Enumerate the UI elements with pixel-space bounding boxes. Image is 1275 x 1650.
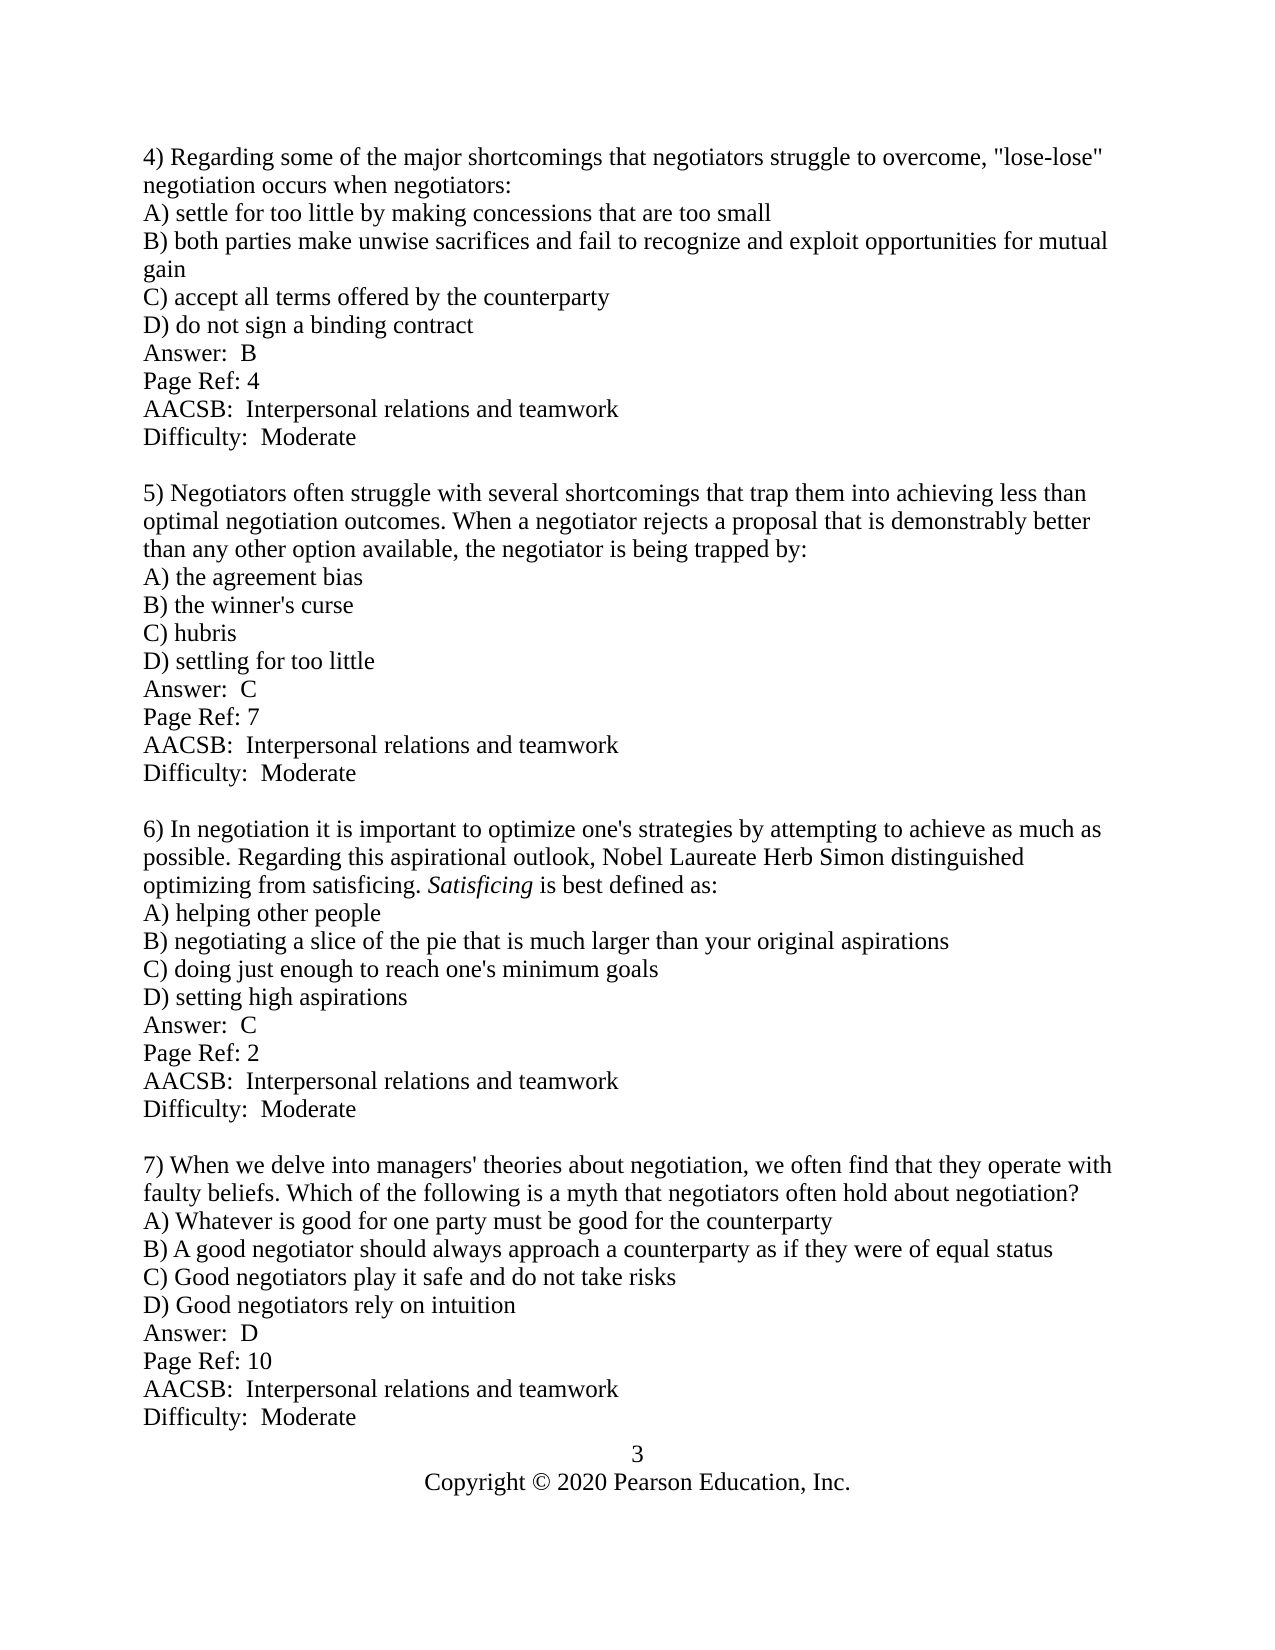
aacsb-line: AACSB: Interpersonal relations and teamwork: [143, 1376, 619, 1403]
choice-option-d: D) do not sign a binding contract: [143, 312, 474, 339]
stem-text: 5) Negotiators often struggle with several shortcomings that trap them into achieving less than optimal negotiation outcomes. When a negotiator rejects a proposal that is demonstrably better than any other option available, the negotiator is being trapped by:: [143, 480, 1097, 563]
choice-option-b: B) both parties make unwise sacrifices and fail to recognize and exploit opportunities for mutual gain: [143, 228, 1115, 283]
page-ref-line: Page Ref: 4: [143, 368, 260, 395]
stem-text: 7) When we delve into managers' theories about negotiation, we often find that they operate with faulty beliefs. Which of the following is a myth that negotiators often hold about negotiation?: [143, 1152, 1119, 1207]
choice-option-c: C) hubris: [143, 620, 237, 647]
question-block-4: [143, 144, 1118, 452]
page-footer: [0, 1441, 1275, 1497]
page-ref-line: Page Ref: 7: [143, 704, 260, 731]
choice-option-c: C) accept all terms offered by the counterparty: [143, 284, 610, 311]
stem-text: 6) In negotiation it is important to optimize one's strategies by attempting to achieve as much as possible. Regarding this aspirational outlook, Nobel Laureate Herb Simon distinguished optimizing from satisficing.: [143, 816, 1108, 899]
choice-option-a: A) helping other people: [143, 900, 382, 927]
question-block-7: [143, 1152, 1118, 1432]
question-block-6: [143, 816, 1118, 1124]
choice-option-a: A) the agreement bias: [143, 564, 364, 591]
choice-option-c: C) doing just enough to reach one's minimum goals: [143, 956, 659, 983]
page-content: [143, 144, 1118, 1460]
choice-option-d: D) settling for too little: [143, 648, 375, 675]
difficulty-line: Difficulty: Moderate: [143, 424, 357, 451]
stem-italic-text: Satisficing: [427, 872, 534, 899]
page-ref-line: Page Ref: 2: [143, 1040, 260, 1067]
answer-line: Answer: C: [143, 676, 257, 703]
question-stem: [143, 816, 1118, 900]
choice-option-b: B) A good negotiator should always approach a counterparty as if they were of equal status: [143, 1236, 1054, 1263]
answer-line: Answer: D: [143, 1320, 259, 1347]
page-ref-line: Page Ref: 10: [143, 1348, 273, 1375]
choice-option-d: D) Good negotiators rely on intuition: [143, 1292, 516, 1319]
difficulty-line: Difficulty: Moderate: [143, 1404, 357, 1431]
aacsb-line: AACSB: Interpersonal relations and teamwork: [143, 732, 619, 759]
aacsb-line: AACSB: Interpersonal relations and teamwork: [143, 1068, 619, 1095]
difficulty-line: Difficulty: Moderate: [143, 760, 357, 787]
choice-option-b: B) the winner's curse: [143, 592, 354, 619]
difficulty-line: Difficulty: Moderate: [143, 1096, 357, 1123]
choice-option-b: B) negotiating a slice of the pie that is much larger than your original aspirations: [143, 928, 950, 955]
stem-text-after: is best defined as:: [533, 872, 718, 899]
choice-option-d: D) setting high aspirations: [143, 984, 408, 1011]
page-number: 3: [631, 1441, 644, 1468]
question-stem: [143, 144, 1118, 200]
question-stem: [143, 480, 1118, 564]
question-stem: [143, 1152, 1118, 1208]
question-block-5: [143, 480, 1118, 788]
stem-text: 4) Regarding some of the major shortcomings that negotiators struggle to overcome, "lose-lose" negotiation occurs when negotiators:: [143, 144, 1110, 199]
answer-line: Answer: B: [143, 340, 257, 367]
copyright-line: Copyright © 2020 Pearson Education, Inc.: [424, 1469, 851, 1496]
answer-line: Answer: C: [143, 1012, 257, 1039]
choice-option-a: A) Whatever is good for one party must be good for the counterparty: [143, 1208, 833, 1235]
choice-option-c: C) Good negotiators play it safe and do not take risks: [143, 1264, 677, 1291]
choice-option-a: A) settle for too little by making concessions that are too small: [143, 200, 772, 227]
aacsb-line: AACSB: Interpersonal relations and teamwork: [143, 396, 619, 423]
